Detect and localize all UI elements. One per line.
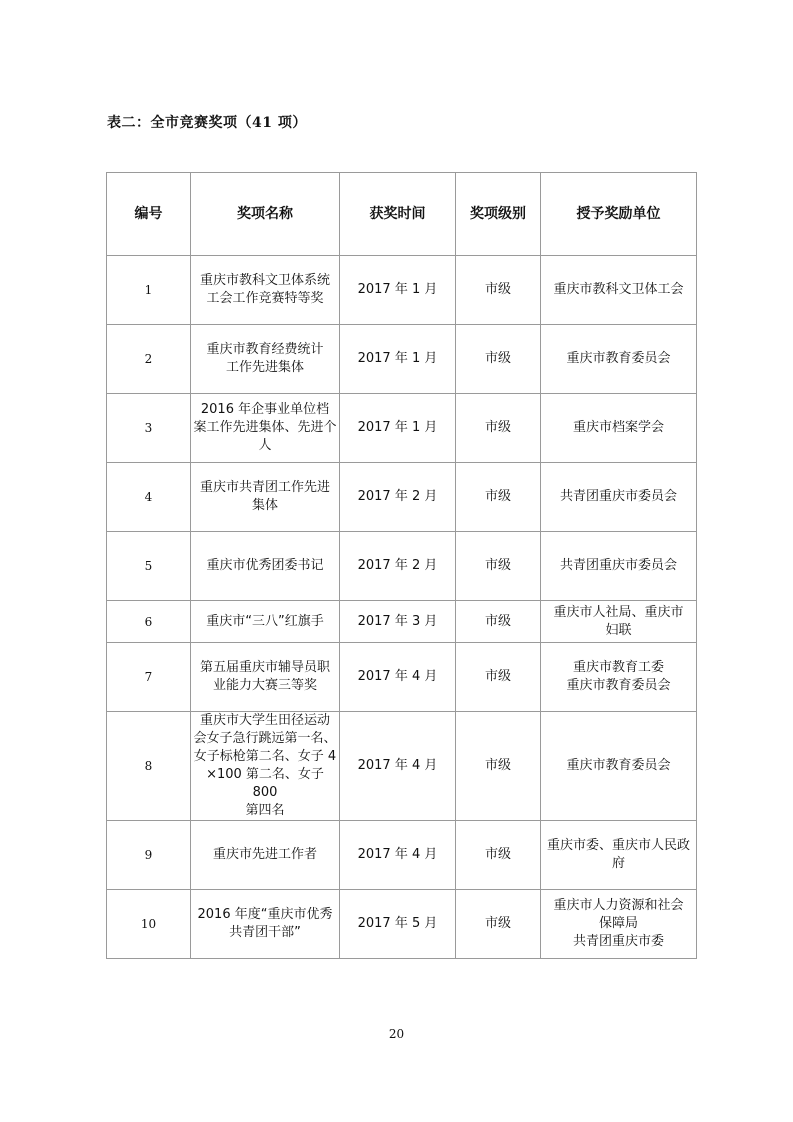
row-number: 6: [107, 601, 191, 643]
award-name: 2016 年度“重庆市优秀 共青团干部”: [191, 890, 340, 959]
header-awarding-unit: 授予奖励单位: [541, 173, 697, 256]
row-number: 1: [107, 256, 191, 325]
table-row: [107, 601, 697, 643]
award-name: 重庆市先进工作者: [191, 821, 340, 890]
award-name: 第五届重庆市辅导员职 业能力大赛三等奖: [191, 643, 340, 712]
row-number: 9: [107, 821, 191, 890]
award-name: 重庆市教科文卫体系统 工会工作竞赛特等奖: [191, 256, 340, 325]
awarding-unit: 重庆市教育委员会: [541, 712, 697, 821]
table-row: [107, 256, 697, 325]
awarding-unit: 重庆市委、重庆市人民政 府: [541, 821, 697, 890]
award-time: 2017 年 2 月: [340, 532, 456, 601]
table-row: [107, 712, 697, 821]
award-level: 市级: [456, 643, 541, 712]
row-number: 7: [107, 643, 191, 712]
award-name: 重庆市共青团工作先进 集体: [191, 463, 340, 532]
table-row: [107, 821, 697, 890]
awarding-unit: 重庆市教育工委 重庆市教育委员会: [541, 643, 697, 712]
header-award-name: 奖项名称: [191, 173, 340, 256]
awarding-unit: 共青团重庆市委员会: [541, 463, 697, 532]
awarding-unit: 重庆市教科文卫体工会: [541, 256, 697, 325]
table-title: 表二：全市竞赛奖项（41 项）: [107, 115, 307, 131]
award-time: 2017 年 4 月: [340, 643, 456, 712]
awarding-unit: 重庆市人力资源和社会 保障局 共青团重庆市委: [541, 890, 697, 959]
row-number: 5: [107, 532, 191, 601]
award-level: 市级: [456, 463, 541, 532]
page-number: 20: [388, 1027, 405, 1041]
awarding-unit: 共青团重庆市委员会: [541, 532, 697, 601]
table-row: [107, 325, 697, 394]
award-level: 市级: [456, 256, 541, 325]
award-time: 2017 年 1 月: [340, 256, 456, 325]
award-name: 重庆市大学生田径运动 会女子急行跳远第一名、 女子标枪第二名、女子 4 ×100 第二名、女子 800 第四名: [191, 712, 340, 821]
row-number: 2: [107, 325, 191, 394]
row-number: 10: [107, 890, 191, 959]
table-row: [107, 463, 697, 532]
table-row: [107, 890, 697, 959]
header-award-level: 奖项级别: [456, 173, 541, 256]
header-award-time: 获奖时间: [340, 173, 456, 256]
award-time: 2017 年 5 月: [340, 890, 456, 959]
awarding-unit: 重庆市教育委员会: [541, 325, 697, 394]
row-number: 3: [107, 394, 191, 463]
award-time: 2017 年 1 月: [340, 394, 456, 463]
awarding-unit: 重庆市人社局、重庆市 妇联: [541, 601, 697, 643]
award-level: 市级: [456, 601, 541, 643]
award-name: 2016 年企事业单位档 案工作先进集体、先进个 人: [191, 394, 340, 463]
award-name: 重庆市教育经费统计 工作先进集体: [191, 325, 340, 394]
award-level: 市级: [456, 890, 541, 959]
table-header-row: [107, 173, 697, 256]
award-time: 2017 年 3 月: [340, 601, 456, 643]
table-row: [107, 643, 697, 712]
awarding-unit: 重庆市档案学会: [541, 394, 697, 463]
award-level: 市级: [456, 394, 541, 463]
award-name: 重庆市优秀团委书记: [191, 532, 340, 601]
award-time: 2017 年 4 月: [340, 821, 456, 890]
award-time: 2017 年 2 月: [340, 463, 456, 532]
table-row: [107, 394, 697, 463]
award-time: 2017 年 1 月: [340, 325, 456, 394]
award-level: 市级: [456, 325, 541, 394]
award-level: 市级: [456, 532, 541, 601]
award-time: 2017 年 4 月: [340, 712, 456, 821]
header-number: 编号: [107, 173, 191, 256]
award-name: 重庆市“三八”红旗手: [191, 601, 340, 643]
row-number: 8: [107, 712, 191, 821]
awards-table: [106, 172, 697, 959]
table-row: [107, 532, 697, 601]
award-level: 市级: [456, 712, 541, 821]
award-level: 市级: [456, 821, 541, 890]
row-number: 4: [107, 463, 191, 532]
